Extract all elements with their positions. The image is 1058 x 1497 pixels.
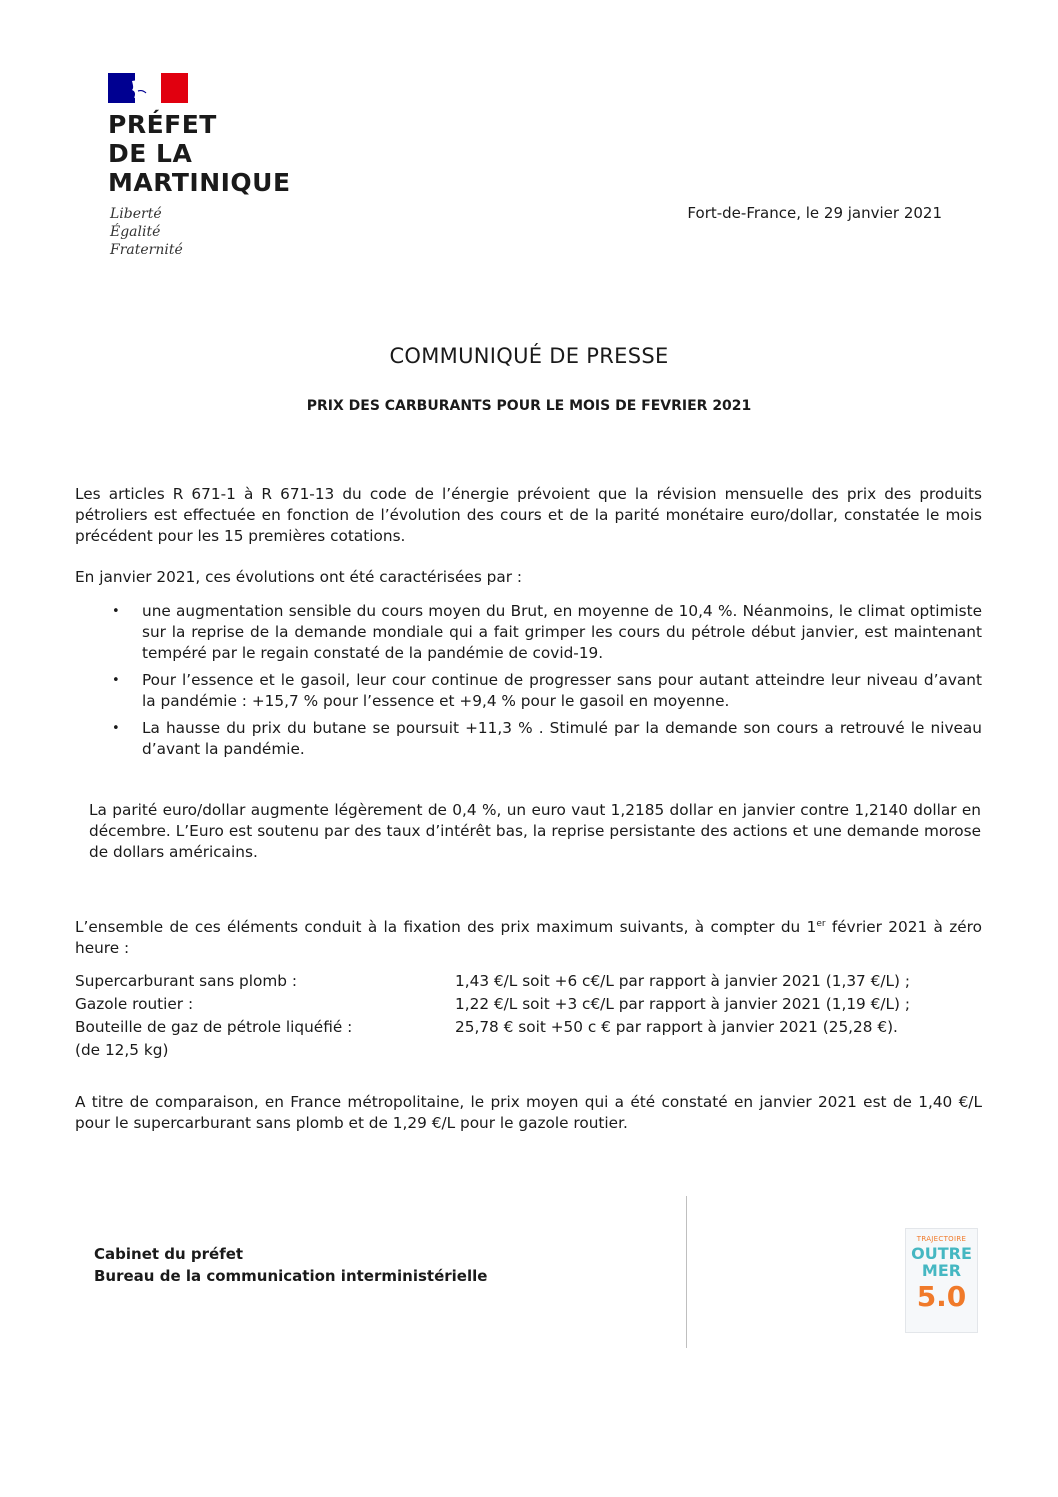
list-item-text: une augmentation sensible du cours moyen du Brut, en moyenne de 10,4 %. Néanmoins, le climat optimiste sur la reprise de la demande mondiale qui a fait grimper les cours du pétrole début janvier, est maintenant tempéré par le regain constaté de la pandémie de covid-19. [142,602,982,662]
table-row [75,1039,982,1062]
footer-divider [686,1196,687,1348]
marianne-logo [108,73,188,103]
signature-line: Bureau de la communication interministérielle [94,1267,488,1285]
institution-line: PRÉFET [108,110,217,139]
list-item-text: La hausse du prix du butane se poursuit +11,3 % . Stimulé par la demande son cours a retrouvé le niveau d’avant la pandémie. [142,719,982,758]
price-label: Supercarburant sans plomb : [75,972,297,990]
bullet-icon: • [112,721,120,736]
table-row [75,993,982,1016]
evolution-list [108,601,982,766]
price-label: Bouteille de gaz de pétrole liquéfié : [75,1018,353,1036]
marianne-profile-icon [122,77,162,101]
motto-line: Liberté [110,206,162,222]
list-item [108,718,982,760]
motto-line: Égalité [110,224,161,240]
price-table [75,970,982,1062]
page-title: COMMUNIQUÉ DE PRESSE [389,344,669,368]
motto [110,205,183,259]
page-subtitle: PRIX DES CARBURANTS POUR LE MOIS DE FEVRIER 2021 [306,398,752,414]
evolution-lead [75,567,982,588]
evolution-lead-date: En janvier 2021 [75,568,196,586]
fixation-text: L’ensemble de ces éléments conduit à la fixation des prix maximum suivants, à compter du 1 [75,918,817,937]
motto-line: Fraternité [110,242,183,258]
trajectoire-logo-line: TRAJECTOIRE [916,1235,967,1243]
bullet-icon: • [112,604,120,619]
trajectoire-outre-mer-logo [905,1228,978,1333]
flag-red-band [161,73,188,103]
price-value: 25,78 € soit +50 c € par rapport à janvier 2021 (25,28 €). [455,1018,898,1036]
trajectoire-logo-line: OUTRE [911,1244,972,1263]
comparison-paragraph: A titre de comparaison, en France métropolitaine, le prix moyen qui a été constaté en janvier 2021 est de 1,40 €/L pour le supercarburant sans plomb et de 1,29 €/L pour le gazole routier. [75,1093,982,1132]
table-row [75,1016,982,1039]
institution-name [108,110,291,197]
list-item [108,670,982,712]
place-date: Fort-de-France, le 29 janvier 2021 [687,204,942,222]
trajectoire-logo-line: 5.0 [916,1280,967,1313]
signature-line: Cabinet du préfet [94,1245,244,1263]
bullet-icon: • [112,673,120,688]
evolution-lead-text: , ces évolutions ont été caractérisées par : [195,568,523,586]
list-item [108,601,982,664]
signature-block [94,1243,487,1287]
price-value: 1,43 €/L soit +6 c€/L par rapport à janvier 2021 (1,37 €/L) ; [455,972,911,990]
parity-paragraph: La parité euro/dollar augmente légèrement de 0,4 %, un euro vaut 1,2185 dollar en janvier contre 1,2140 dollar en décembre. L’Euro est soutenu par des taux d’intérêt bas, la reprise persistante des actions et une demande morose de dollars américains. [89,801,981,861]
price-label: Gazole routier : [75,995,194,1013]
trajectoire-logo-line: MER [921,1261,962,1280]
intro-paragraph: Les articles R 671-1 à R 671-13 du code de l’énergie prévoient que la révision mensuelle des prix des produits pétroliers est effectuée en fonction de l’évolution des cours et de la parité monétaire euro/dollar, constatée le mois précédent pour les 15 premières cotations. [75,485,982,545]
list-item-text: Pour l’essence et le gasoil, leur cour continue de progresser sans pour autant atteindre leur niveau d’avant la pandémie : +15,7 % pour l’essence et +9,4 % pour le gasoil en moyenne. [142,671,982,710]
fixation-text-end: février 2021 à zéro heure : [75,918,982,958]
fixation-ordinal: er [816,919,826,929]
table-row [75,970,982,993]
price-note: (de 12,5 kg) [75,1041,169,1059]
institution-line: MARTINIQUE [108,168,291,197]
fixation-paragraph [75,914,982,959]
institution-line: DE LA [108,139,193,168]
price-value: 1,22 €/L soit +3 c€/L par rapport à janvier 2021 (1,19 €/L) ; [455,995,911,1013]
